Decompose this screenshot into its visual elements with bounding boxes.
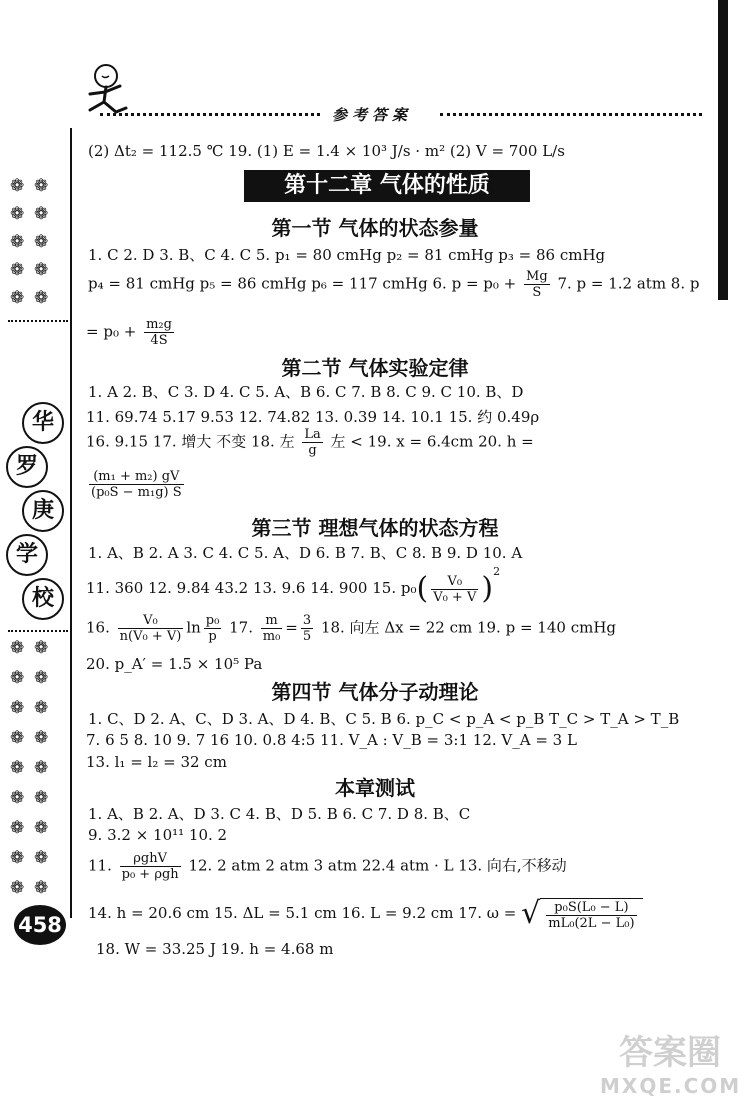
chapter-title: 第十二章 气体的性质: [244, 170, 530, 202]
answer-line: [86, 566, 500, 604]
answer-line: 20. p_A′ = 1.5 × 10⁵ Pa: [86, 655, 263, 673]
watermark-text: 答案圈: [619, 1033, 721, 1073]
flower-icon: ❁: [10, 788, 25, 808]
answer-text: 12. 2 atm 2 atm 3 atm 22.4 atm · L 13. 向右,不移动: [188, 856, 567, 875]
numerator: ρghV: [120, 852, 181, 867]
numerator: Mg: [526, 269, 548, 284]
header-title: 参考答案: [332, 106, 413, 124]
numerator: V₀: [118, 614, 184, 629]
school-char-3: 庚: [22, 490, 64, 532]
answer-text: 左 < 19. x = 6.4cm 20. h =: [330, 432, 534, 451]
numerator: p₀: [205, 613, 220, 628]
flower-icon: ❁: [34, 728, 49, 748]
flower-icon: ❁: [34, 232, 49, 252]
flower-icon: ❁: [34, 848, 49, 868]
answer-line: [88, 270, 700, 299]
paren: ): [481, 571, 494, 606]
watermark-logo: [600, 1032, 740, 1104]
flower-icon: ❁: [10, 818, 25, 838]
denominator: p: [208, 629, 217, 644]
fraction: [118, 614, 184, 643]
denominator: m₀: [262, 629, 281, 644]
flower-icon: ❁: [34, 638, 49, 658]
numerator: m₂g: [146, 317, 172, 332]
answer-text: 11. 360 12. 9.84 43.2 13. 9.6 14. 900 15. p₀: [86, 579, 417, 597]
numerator: 3: [302, 613, 312, 628]
answer-line: [88, 898, 643, 930]
answer-line: 9. 3.2 × 10¹¹ 10. 2: [88, 826, 228, 844]
answer-text: =: [285, 618, 298, 637]
page-number-badge: [14, 905, 66, 945]
fraction: [120, 852, 181, 881]
flower-icon: ❁: [34, 758, 49, 778]
flower-icon: ❁: [34, 668, 49, 688]
denominator: g: [308, 443, 317, 458]
answer-line: [88, 852, 567, 881]
section-title-test: 本章测试: [335, 776, 415, 800]
flower-icon: ❁: [34, 288, 49, 308]
flower-icon: ❁: [34, 176, 49, 196]
answer-line: 1. C、D 2. A、C、D 3. A、D 4. B、C 5. B 6. p_C < p_A < p_B T_C > T_A > T_B: [88, 710, 680, 728]
answer-text: 16. 9.15 17. 增大 不变 18. 左: [86, 432, 295, 451]
answer-text: 7. p = 1.2 atm 8. p: [557, 274, 700, 293]
root-sign: √: [521, 896, 541, 931]
flower-icon: ❁: [34, 260, 49, 280]
header-dotted-rule-left: [100, 113, 320, 116]
answer-text: 11.: [88, 856, 112, 875]
flower-icon: ❁: [10, 668, 25, 688]
watermark-url: MXQE.COM: [600, 1074, 742, 1098]
answer-text: p₄ = 81 cmHg p₅ = 86 cmHg p₆ = 117 cmHg 6. p = p₀ +: [88, 274, 517, 293]
numerator: m: [261, 614, 283, 629]
flower-icon: ❁: [34, 204, 49, 224]
answer-line: [86, 318, 177, 347]
flower-icon: ❁: [10, 176, 25, 196]
school-char-4: 学: [6, 534, 48, 576]
answer-text: 17.: [229, 618, 253, 637]
denominator: 5: [302, 629, 312, 644]
answer-text: = p₀ +: [86, 322, 137, 341]
denominator: mL₀(2L − L₀): [548, 916, 635, 931]
denominator: 4S: [150, 333, 168, 348]
flower-icon: ❁: [34, 788, 49, 808]
answer-line: 1. A 2. B、C 3. D 4. C 5. A、B 6. C 7. B 8. C 9. C 10. B、D: [88, 383, 524, 401]
flower-icon: ❁: [34, 698, 49, 718]
fraction: [301, 614, 313, 643]
right-edge-bar: [718, 0, 728, 300]
section-title-4: 第四节 气体分子动理论: [271, 680, 479, 704]
school-char-1: 华: [22, 402, 64, 444]
flower-icon: ❁: [10, 232, 25, 252]
denominator: S: [532, 285, 542, 300]
numerator: V₀: [431, 575, 478, 590]
numerator: La: [304, 427, 321, 442]
flower-icon: ❁: [34, 818, 49, 838]
answer-line: 11. 69.74 5.17 9.53 12. 74.82 13. 0.39 14. 10.1 15. 约 0.49ρ: [86, 408, 540, 426]
answer-text: 14. h = 20.6 cm 15. ΔL = 5.1 cm 16. L = 9.2 cm 17. ω =: [88, 904, 517, 922]
fraction: [261, 614, 283, 643]
flower-icon: ❁: [10, 878, 25, 898]
denominator: V₀ + V: [433, 589, 477, 605]
header-dotted-rule-right: [440, 113, 702, 116]
answer-line: 18. W = 33.25 J 19. h = 4.68 m: [96, 940, 334, 958]
page-number: 458: [18, 913, 62, 937]
flower-icon: ❁: [10, 728, 25, 748]
fraction: [431, 575, 478, 604]
answer-line: 1. C 2. D 3. B、C 4. C 5. p₁ = 80 cmHg p₂ = 81 cmHg p₃ = 86 cmHg: [88, 246, 606, 264]
exponent: 2: [493, 565, 501, 578]
fraction: [144, 318, 174, 347]
section-title-1: 第一节 气体的状态参量: [271, 216, 479, 240]
square-root: [521, 898, 642, 930]
denominator: p₀ + ρgh: [121, 867, 179, 882]
sidebar-rule-top: [8, 320, 68, 322]
numerator: (m₁ + m₂) gV: [89, 470, 184, 485]
answer-line: 1. A、B 2. A、D 3. C 4. B、D 5. B 6. C 7. D 8. B、C: [88, 805, 471, 823]
answer-line: 7. 6 5 8. 10 9. 7 16 10. 0.8 4:5 11. V_A : V_B = 3:1 12. V_A = 3 L: [86, 731, 577, 749]
prev-chapter-answers: (2) Δt₂ = 112.5 ℃ 19. (1) E = 1.4 × 10³ J/s · m² (2) V = 700 L/s: [88, 142, 565, 160]
flower-icon: ❁: [10, 204, 25, 224]
denominator: (p₀S − m₁g) S: [91, 485, 182, 500]
fraction: [546, 901, 636, 930]
fraction: [204, 614, 222, 643]
answer-line: [86, 428, 534, 457]
answer-line: 13. l₁ = l₂ = 32 cm: [86, 753, 227, 771]
answer-line: 1. A、B 2. A 3. C 4. C 5. A、D 6. B 7. B、C 8. B 9. D 10. A: [88, 544, 523, 562]
denominator: n(V₀ + V): [119, 629, 182, 644]
answer-line: [86, 614, 616, 643]
fraction: [302, 428, 322, 457]
answer-text: 16.: [86, 618, 110, 637]
flower-icon: ❁: [34, 878, 49, 898]
flower-icon: ❁: [10, 698, 25, 718]
flower-icon: ❁: [10, 288, 25, 308]
fraction: [89, 470, 184, 499]
flower-icon: ❁: [10, 260, 25, 280]
flower-icon: ❁: [10, 758, 25, 778]
flower-icon: ❁: [10, 848, 25, 868]
numerator: p₀S(L₀ − L): [546, 901, 636, 916]
section-title-2: 第二节 气体实验定律: [281, 356, 469, 380]
flower-icon: ❁: [10, 638, 25, 658]
answer-text: 18. 向左 Δx = 22 cm 19. p = 140 cmHg: [320, 618, 617, 637]
answer-text: ln: [186, 618, 201, 637]
paren: (: [416, 571, 429, 606]
fraction: [524, 270, 550, 299]
school-char-2: 罗: [6, 446, 48, 488]
school-char-5: 校: [22, 578, 64, 620]
answer-line: [86, 470, 187, 499]
section-title-3: 第三节 理想气体的状态方程: [251, 516, 499, 540]
sidebar-rule-bottom: [8, 630, 68, 632]
